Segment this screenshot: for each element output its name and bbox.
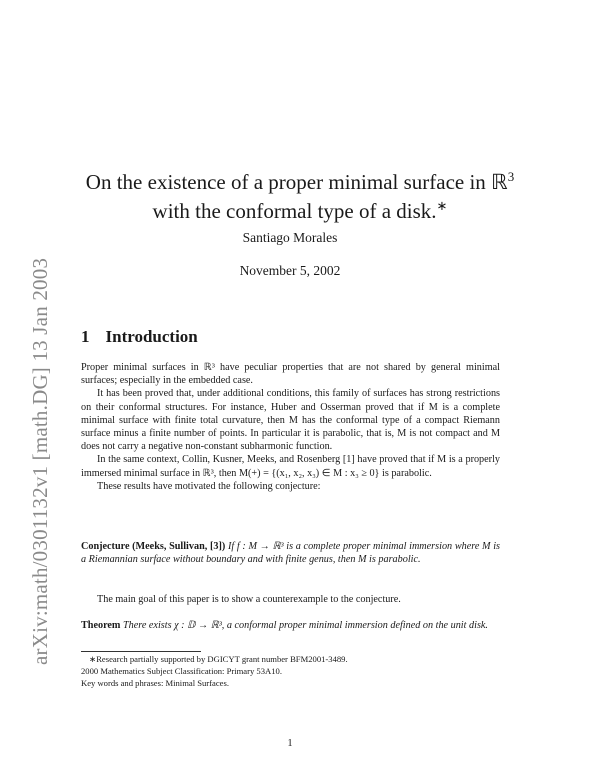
footnote: Key words and phrases: Minimal Surfaces. <box>81 677 229 688</box>
paragraph: These results have motivated the following conjecture: <box>97 480 321 492</box>
paragraph: Proper minimal surfaces in ℝ³ have peculiar properties that are not shared by general minimal surfaces; especially in the embedded case. <box>81 362 500 387</box>
theorem-heading: Theorem <box>81 620 121 631</box>
footnote: ∗Research partially supported by DGICYT grant number BFM2001-3489. <box>89 654 348 664</box>
intro-paragraphs <box>81 361 500 493</box>
paragraph: It has been proved that, under additional conditions, this family of surfaces has strong restrictions on their conformal structures. For instance, Huber and Osserman proved that if M is a complete minimal surface with finite total curvature, then M has the conformal type of a compact Riemann surface minus a finite number of points. In particular it is parabolic, that is, M is not compact and M does not carry a negative non-constant subharmonic function. <box>81 388 500 453</box>
main-goal-paragraph: The main goal of this paper is to show a counterexample to the conjecture. <box>97 594 401 605</box>
footnote-rule <box>81 651 201 652</box>
section-title: Introduction <box>105 327 198 346</box>
paragraph: In the same context, Collin, Kusner, Meeks, and Rosenberg [1] have proved that if M is a properly immersed minimal surface in ℝ³, then M(+) = {(x₁, x₂, x₃) ∈ M : x₃ ≥ 0} is parabolic. <box>81 454 500 479</box>
theorem-block <box>81 619 500 632</box>
footnote: 2000 Mathematics Subject Classification: Primary 53A10. <box>81 665 282 676</box>
arxiv-identifier: arXiv:math/0301132v1 [math.DG] 13 Jan 2003 <box>28 257 52 665</box>
footnotes <box>81 654 500 689</box>
section-heading <box>81 327 198 347</box>
section-number: 1 <box>81 327 90 346</box>
conjecture-text: If f : M → ℝ³ is a complete proper minimal immersion where M is a Riemannian surface without boundary and with finite genus, then M is parabolic. <box>81 541 500 566</box>
title-line-2: with the conformal type of a disk.∗ <box>152 198 448 223</box>
paper-title <box>60 165 540 223</box>
conjecture-heading: Conjecture (Meeks, Sullivan, [3]) <box>81 541 226 552</box>
title-line-1: On the existence of a proper minimal surface in ℝ$^3$ <box>85 169 515 194</box>
conjecture-block <box>81 540 500 566</box>
author-name: Santiago Morales <box>242 230 338 245</box>
page-number: 1 <box>287 738 293 749</box>
paper-date: November 5, 2002 <box>239 263 341 278</box>
theorem-text: There exists χ : 𝔻 → ℝ³, a conformal proper minimal immersion defined on the unit disk. <box>122 620 488 631</box>
